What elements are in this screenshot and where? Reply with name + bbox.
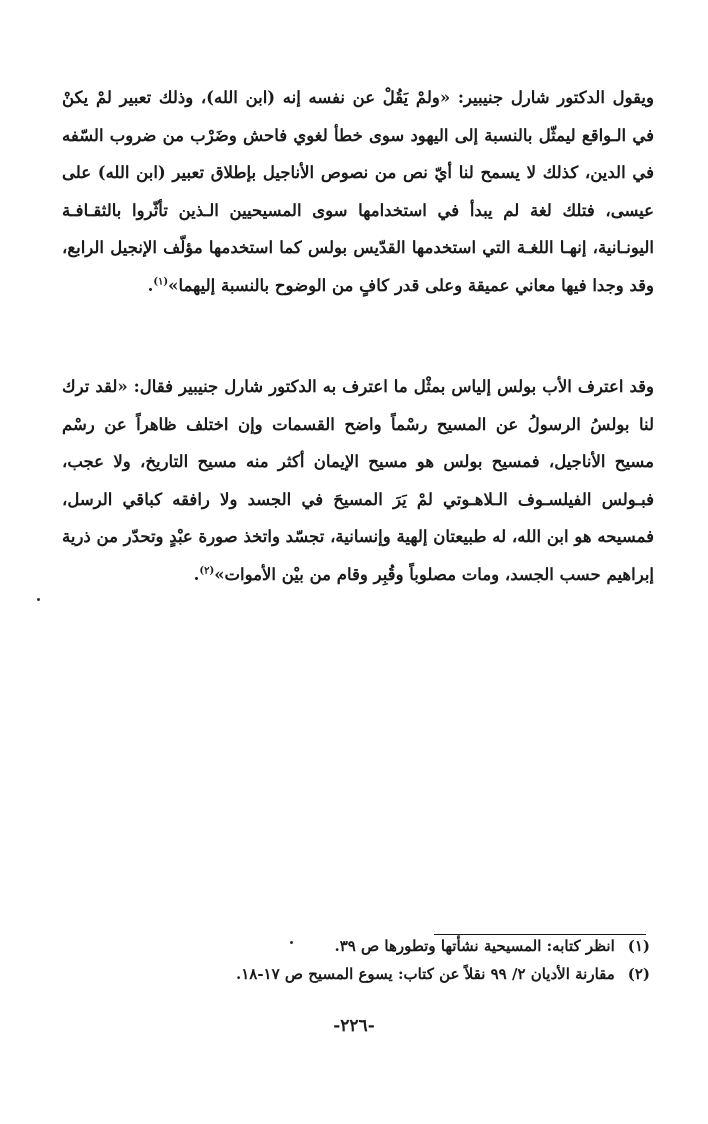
body-paragraph-1 bbox=[62, 79, 654, 304]
footnote-2-number: (٢) bbox=[627, 965, 650, 983]
paragraph-1-text: ويقول الدكتور شارل جنيبير: «ولمْ يَقُلْ عن نفسه إنه (ابن الله)، وذلك تعبير لمْ يكنْ في الـواقع ليمثّل بالنسبة إلى اليهود سوى خطأ لغوي فاحش وضَرْب من ضروب السّفه في الدين، كذلك لا يسمح لنا أيّ نص من نصوص الأناجيل بإطلاق تعبير (ابن الله) على عيسى، فتلك لغة لم يبدأ في استخدامها سوى المسيحيين الـذين تأثّروا بالثقـافـة اليونـانية، إنهـا اللغـة التي استخدمها القدّيس بولس كما استخدمها مؤلّف الإنجيل الرابع، وقد وجدا فيها معاني عميقة وعلى قدر كافٍ من الوضوح بالنسبة إليهما» bbox=[62, 88, 654, 295]
footnote-1-text: انظر كتابه: المسيحية نشأتها وتطورها ص ٣٩. bbox=[334, 937, 615, 955]
paragraph-1-end: . bbox=[147, 275, 154, 295]
footnote-2 bbox=[62, 962, 650, 986]
body-paragraph-2 bbox=[62, 368, 654, 593]
footnote-1 bbox=[62, 934, 650, 958]
footnote-ref-2: (٢) bbox=[199, 565, 215, 576]
footnote-ref-1: (١) bbox=[153, 276, 169, 287]
paragraph-2-end: . bbox=[193, 564, 200, 584]
paragraph-2-text: وقد اعترف الأب بولس إلياس بمثْل ما اعترف به الدكتور شارل جنيبير فقال: «لقد ترك لنا بولسُ الرسولُ عن المسيح رسْماً واضح القسمات وإن اختلف ظاهراً عن رسْم مسيح الأناجيل، فمسيح بولس هو مسيح الإيمان أكثر منه مسيح التاريخ، ولا عجب، فبـولس الفيلسـوف الـلاهـوتي لمْ يَرَ المسيحَ في الجسد ولا رافقه كباقي الرسل، فمسيحه هو ابن الله، له طبيعتان إلهية وإنسانية، تجسّد واتخذ صورة عبْدٍ وتحدّر من ذرية إبراهيم حسب الجسد، ومات مصلوباً وقُبِر وقام من بيْن الأموات» bbox=[62, 377, 654, 584]
footnote-2-text: مقارنة الأديان ٢/ ٩٩ نقلاً عن كتاب: يسوع المسيح ص ١٧-١٨. bbox=[235, 965, 615, 983]
footnote-1-number: (١) bbox=[627, 937, 650, 955]
page-number: -٢٢٦- bbox=[333, 1016, 375, 1036]
scan-speck bbox=[37, 598, 40, 601]
